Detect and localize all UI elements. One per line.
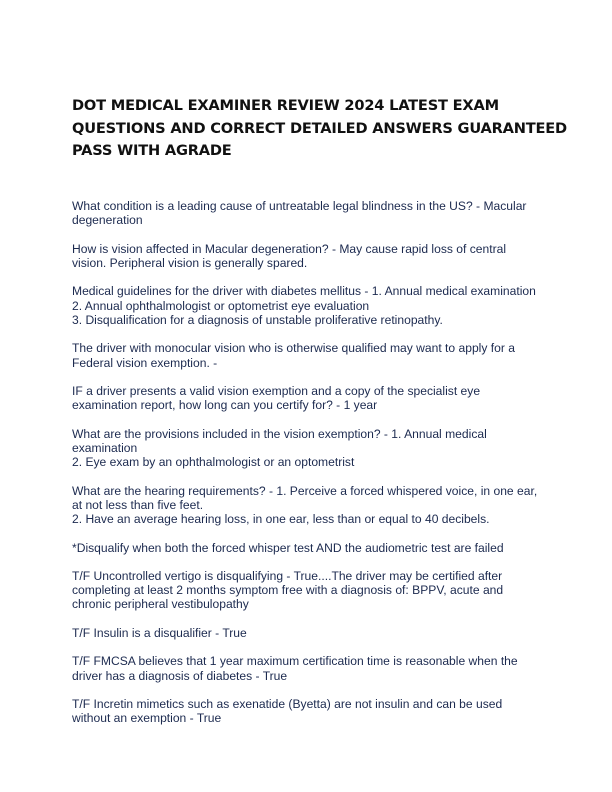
qa-line: examination	[72, 440, 138, 455]
title-line: PASS WITH AGRADE	[72, 142, 232, 159]
qa-line: examination report, how long can you certify for? - 1 year	[72, 398, 378, 413]
qa-item	[72, 242, 552, 270]
qa-item	[72, 284, 552, 327]
qa-line: 3. Disqualification for a diagnosis of unstable proliferative retinopathy.	[72, 312, 443, 327]
qa-list	[72, 199, 552, 740]
title-line: DOT MEDICAL EXAMINER REVIEW 2024 LATEST EXAM	[72, 97, 499, 114]
qa-item	[72, 541, 552, 555]
qa-line: degeneration	[72, 213, 143, 228]
qa-item	[72, 654, 552, 682]
qa-line: T/F Uncontrolled vertigo is disqualifying - True....The driver may be certified after	[72, 569, 503, 584]
qa-line: at not less than five feet.	[72, 497, 204, 512]
qa-line: How is vision affected in Macular degeneration? - May cause rapid loss of central	[72, 241, 507, 256]
qa-line: 2. Have an average hearing loss, in one ear, less than or equal to 40 decibels.	[72, 512, 490, 527]
page-title	[72, 95, 567, 163]
qa-line: What are the provisions included in the vision exemption? - 1. Annual medical	[72, 426, 487, 441]
qa-line: driver has a diagnosis of diabetes - True	[72, 668, 288, 683]
qa-item	[72, 427, 552, 470]
qa-line: without an exemption - True	[72, 711, 222, 726]
qa-item	[72, 384, 552, 412]
qa-line: *Disqualify when both the forced whisper test AND the audiometric test are failed	[72, 540, 504, 555]
qa-line: IF a driver presents a valid vision exemption and a copy of the specialist eye	[72, 384, 481, 399]
qa-line: T/F Incretin mimetics such as exenatide (Byetta) are not insulin and can be used	[72, 697, 503, 712]
qa-item	[72, 569, 552, 612]
qa-line: T/F FMCSA believes that 1 year maximum certification time is reasonable when the	[72, 654, 518, 669]
qa-line: vision. Peripheral vision is generally spared.	[72, 255, 308, 270]
qa-line: 2. Annual ophthalmologist or optometrist eye evaluation	[72, 298, 370, 313]
qa-item	[72, 626, 552, 640]
qa-line: Medical guidelines for the driver with diabetes mellitus - 1. Annual medical examination	[72, 284, 536, 299]
qa-item	[72, 341, 552, 369]
qa-item	[72, 199, 552, 227]
qa-item	[72, 484, 552, 527]
title-line: QUESTIONS AND CORRECT DETAILED ANSWERS GUARANTEED	[72, 119, 567, 137]
qa-line: What condition is a leading cause of untreatable legal blindness in the US? - Macular	[72, 199, 527, 213]
qa-item	[72, 697, 552, 725]
qa-line: What are the hearing requirements? - 1. Perceive a forced whispered voice, in one ear,	[72, 483, 538, 498]
qa-line: chronic peripheral vestibulopathy	[72, 597, 249, 612]
qa-line: completing at least 2 months symptom free with a diagnosis of: BPPV, acute and	[72, 583, 504, 598]
qa-line: The driver with monocular vision who is otherwise qualified may want to apply for a	[72, 341, 515, 356]
qa-line: T/F Insulin is a disqualifier - True	[72, 625, 247, 640]
qa-line: Federal vision exemption. -	[72, 355, 218, 370]
qa-line: 2. Eye exam by an ophthalmologist or an optometrist	[72, 455, 355, 470]
